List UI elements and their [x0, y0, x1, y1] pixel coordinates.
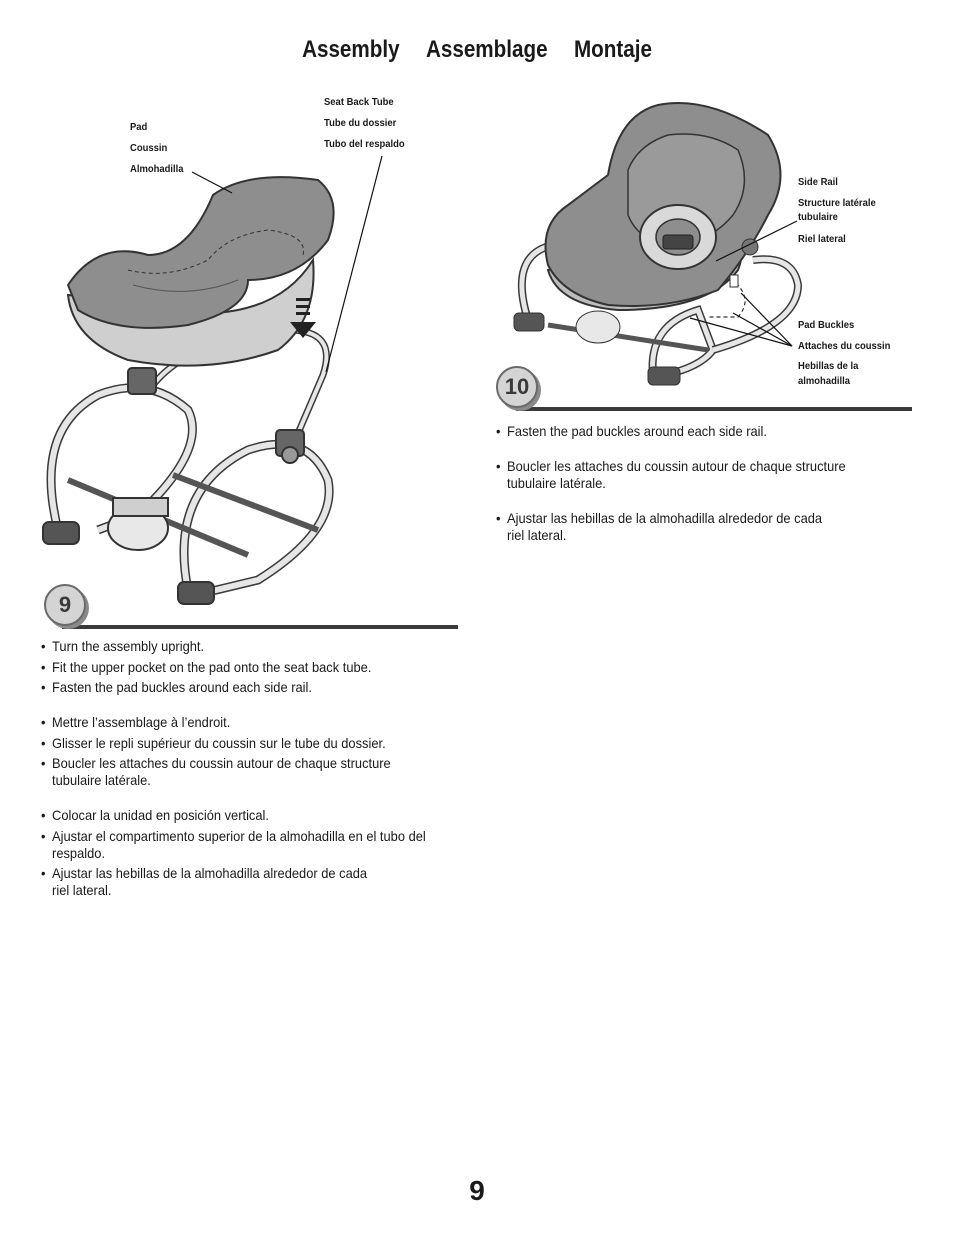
step10-instructions: [496, 423, 882, 562]
step9-number-badge: 9: [44, 584, 86, 626]
step9-es-item: • Colocar la unidad en posición vertical.: [41, 807, 446, 824]
page-number: 9: [469, 1175, 485, 1206]
step9-en-item: • Fit the upper pocket on the pad onto the seat back tube.: [41, 659, 446, 676]
step10-en-item: • Fasten the pad buckles around each side rail.: [496, 423, 882, 440]
callout-tube-en: Seat Back Tube: [324, 96, 394, 108]
step9-en-item: • Fasten the pad buckles around each side rail.: [41, 679, 446, 696]
callout-tube-es: Tubo del respaldo: [324, 138, 405, 150]
callout-buckles-es: Hebillas de la almohadilla: [798, 360, 859, 387]
step10-french-list: [496, 458, 882, 492]
step9-french-list: [41, 714, 446, 789]
callout-rail-es: Riel lateral: [798, 233, 846, 245]
callout-rail-en: Side Rail: [798, 176, 838, 188]
step10-es-item: • Ajustar las hebillas de la almohadilla alrededor de cada riel lateral.: [496, 510, 838, 544]
title-english: Assembly: [302, 36, 400, 63]
step9-fr-item: • Boucler les attaches du coussin autour de chaque structure tubulaire latérale.: [41, 755, 392, 789]
step9-spanish-list: [41, 807, 446, 899]
step9-english-list: [41, 638, 446, 696]
callout-pad-en: Pad: [130, 121, 148, 133]
callout-buckles-fr: Attaches du coussin: [798, 340, 891, 352]
step9-es-item: • Ajustar las hebillas de la almohadilla alrededor de cada riel lateral.: [41, 865, 374, 899]
step9-fr-item: • Mettre l’assemblage à l’endroit.: [41, 714, 446, 731]
step10-spanish-list: [496, 510, 882, 544]
step9-en-item: • Turn the assembly upright.: [41, 638, 446, 655]
step9-es-item: • Ajustar el compartimento superior de la almohadilla en el tubo del respaldo.: [41, 828, 438, 862]
step9-instructions: [41, 638, 446, 917]
callout-buckles-en: Pad Buckles: [798, 319, 855, 331]
callout-pad-es: Almohadilla: [130, 163, 184, 175]
step9-fr-item: • Glisser le repli supérieur du coussin sur le tube du dossier.: [41, 735, 446, 752]
step9-divider: [62, 625, 458, 629]
step10-english-list: [496, 423, 882, 440]
step10-number-badge: 10: [496, 366, 538, 408]
callout-pad-fr: Coussin: [130, 142, 168, 154]
callout-side-rail: [798, 172, 888, 250]
callout-rail-fr: Structure latérale tubulaire: [798, 197, 876, 223]
step10-fr-item: • Boucler les attaches du coussin autour de chaque structure tubulaire latérale.: [496, 458, 875, 492]
callout-pad-buckles: [798, 315, 890, 389]
step10-divider: [516, 407, 912, 411]
title-french: Assemblage: [425, 36, 548, 63]
callout-tube-fr: Tube du dossier: [324, 117, 397, 129]
title-spanish: Montaje: [573, 36, 652, 63]
